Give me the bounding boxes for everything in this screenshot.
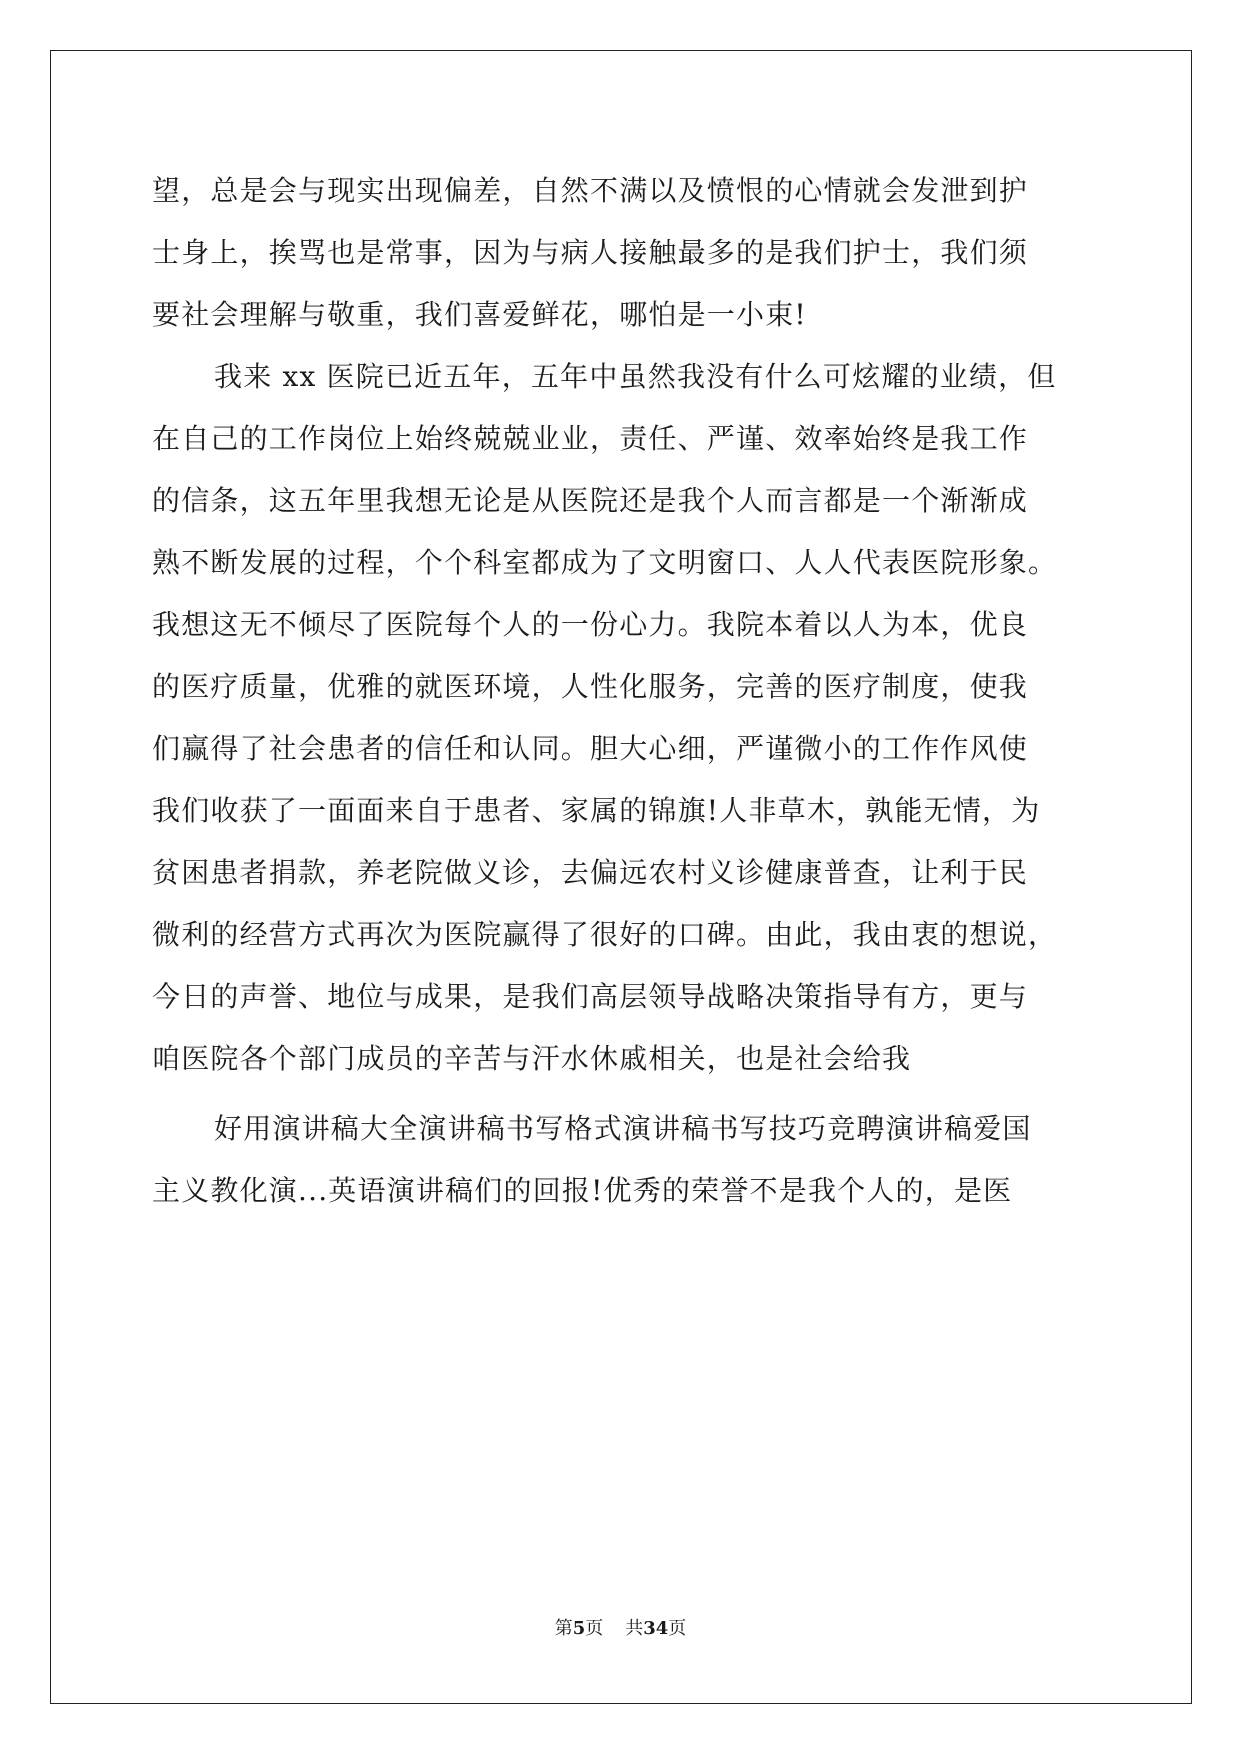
page-suffix: 页 xyxy=(585,1618,604,1639)
text-line: 望，总是会与现实出现偏差，自然不满以及愤恨的心情就会发泄到护 xyxy=(152,174,1029,207)
document-body xyxy=(152,160,1092,1222)
text-line: 们赢得了社会患者的信任和认同。胆大心细，严谨微小的工作作风使 xyxy=(152,732,1029,765)
page-footer xyxy=(0,1614,1241,1640)
total-prefix: 共 xyxy=(625,1618,644,1639)
page-prefix: 第 xyxy=(554,1618,573,1639)
text-line: 要社会理解与敬重，我们喜爱鲜花，哪怕是一小束! xyxy=(152,298,807,331)
total-pages: 34 xyxy=(643,1618,669,1639)
total-suffix: 页 xyxy=(668,1618,687,1639)
text-line: 的医疗质量，优雅的就医环境，人性化服务，完善的医疗制度，使我 xyxy=(152,670,1029,703)
text-line: 我想这无不倾尽了医院每个人的一份心力。我院本着以人为本，优良 xyxy=(152,608,1029,641)
text-line: 的信条，这五年里我想无论是从医院还是我个人而言都是一个渐渐成 xyxy=(152,484,1029,517)
text-line: 我们收获了一面面来自于患者、家属的锦旗!人非草木，孰能无情，为 xyxy=(152,794,1041,827)
text-line: 贫困患者捐款，养老院做义诊，去偏远农村义诊健康普查，让利于民 xyxy=(152,856,1029,889)
text-line: 主义教化演...英语演讲稿们的回报!优秀的荣誉不是我个人的，是医 xyxy=(152,1174,1013,1207)
text-line: 好用演讲稿大全演讲稿书写格式演讲稿书写技巧竞聘演讲稿爱国 xyxy=(214,1112,1032,1145)
page-number: 5 xyxy=(572,1618,586,1639)
text-line: 咱医院各个部门成员的辛苦与汗水休戚相关，也是社会给我 xyxy=(152,1042,912,1075)
text-line: 士身上，挨骂也是常事，因为与病人接触最多的是我们护士，我们须 xyxy=(152,236,1029,269)
text-line: 今日的声誉、地位与成果，是我们高层领导战略决策指导有方，更与 xyxy=(152,980,1029,1013)
text-line: 在自己的工作岗位上始终兢兢业业，责任、严谨、效率始终是我工作 xyxy=(152,422,1029,455)
text-line: 微利的经营方式再次为医院赢得了很好的口碑。由此，我由衷的想说， xyxy=(152,918,1058,951)
text-line: 我来 xx 医院已近五年，五年中虽然我没有什么可炫耀的业绩，但 xyxy=(214,360,1057,393)
text-line: 熟不断发展的过程，个个科室都成为了文明窗口、人人代表医院形象。 xyxy=(152,546,1058,579)
